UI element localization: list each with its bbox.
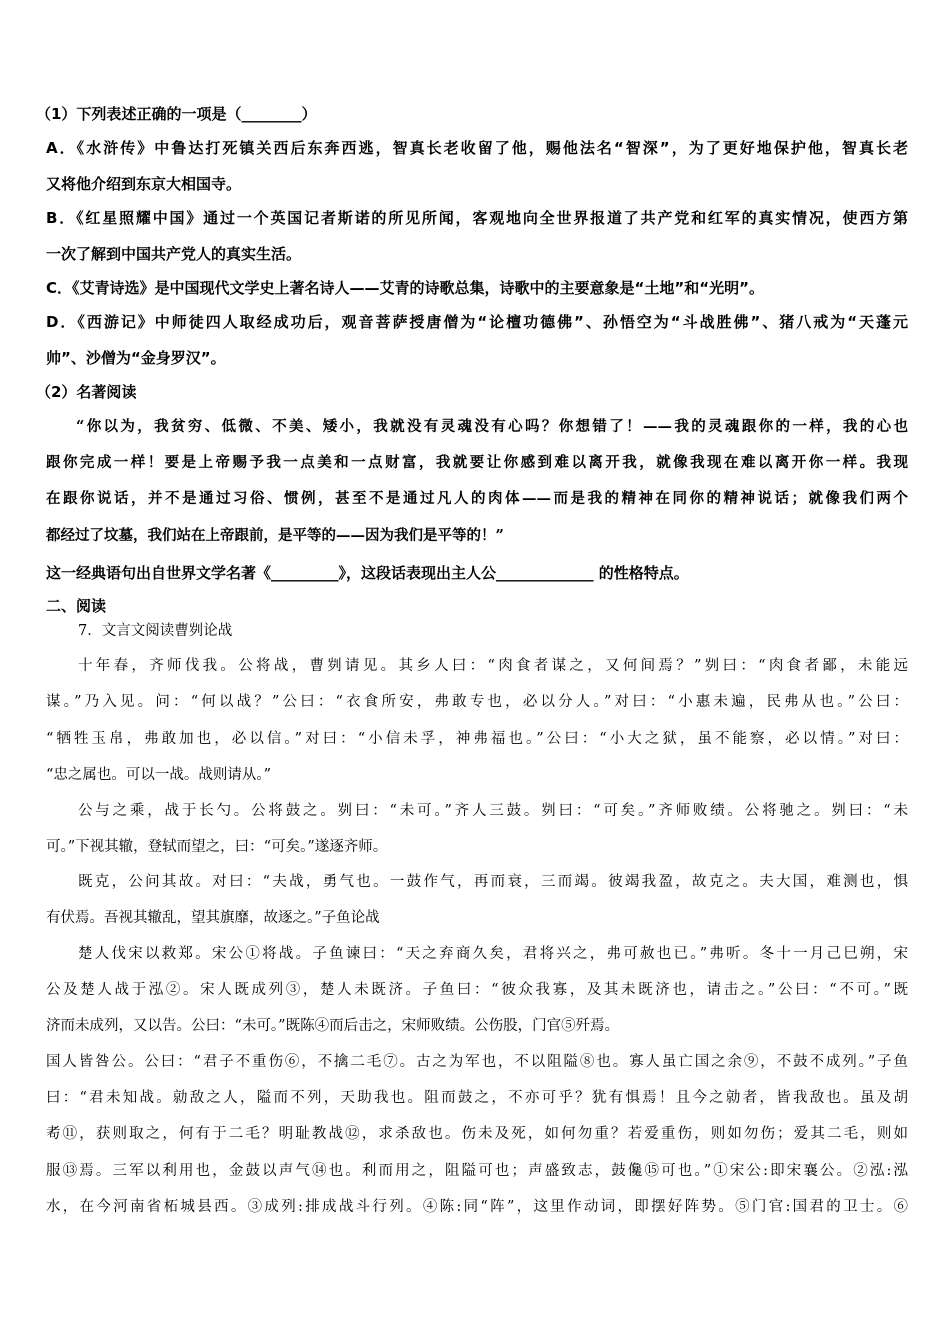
para-2-line-2: 可。”下视其辙，登轼而望之，曰：“可矣。”遂逐齐师。	[46, 839, 388, 855]
quote-line-3: 在跟你说话，并不是通过习俗、惯例，甚至不是通过凡人的肉体——而是我的精神在同你的精神说话；就像我们两个	[46, 490, 908, 507]
para-4-line-3: 济而未成列，又以告。公曰：“未可。”既陈④而后击之，宋师败绩。公伤股，门官⑤歼焉。	[46, 1018, 620, 1034]
para-1-line-2: 谋。”乃入见。问：“何以战？”公曰：“衣食所安，弗敢专也，必以分人。”对曰：“小惠未遍，民弗从也。”公曰：	[46, 694, 908, 710]
para-3-line-1: 既克，公问其故。对曰：“夫战，勇气也。一鼓作气，再而衰，三而竭。彼竭我盈，故克之。夫大国，难测也，惧	[78, 874, 908, 890]
para-3-line-2: 有伏焉。吾视其辙乱，望其旗靡，故逐之。”子鱼论战	[46, 910, 380, 926]
para-4-line-1: 楚人伐宋以救郑。宋公①将战。子鱼谏曰：“天之弃商久矣，君将兴之，弗可赦也已。”弗听。冬十一月己巳朔，宋	[78, 946, 908, 962]
question-7-title: 7．文言文阅读曹刿论战	[78, 623, 233, 639]
para-5-line-4: 服⑬焉。三军以利用也，金鼓以声气⑭也。利而用之，阻隘可也；声盛致志，鼓儳⑮可也。”①宋公:即宋襄公。②泓:泓	[46, 1163, 908, 1179]
option-a-line-1: A．《水浒传》中鲁达打死镇关西后东奔西逃，智真长老收留了他，赐他法名“智深”，为了更好地保护他，智真长老	[46, 139, 908, 157]
para-1-line-3: “牺牲玉帛，弗敢加也，必以信。”对曰：“小信未孚，神弗福也。”公曰：“小大之狱，虽不能察，必以情。”对曰：	[46, 731, 908, 747]
quote-line-2: 跟你完成一样！要是上帝赐予我一点美和一点财富，我就要让你感到难以离开我，就像我现在难以离开你一样。我现	[46, 454, 908, 471]
option-c: C．《艾青诗选》是中国现代文学史上著名诗人——艾青的诗歌总集，诗歌中的主要意象是“土地”和“光明”。	[46, 279, 764, 297]
question-1-title: （1）下列表述正确的一项是（________）	[36, 105, 317, 123]
para-2-line-1: 公与之乘，战于长勺。公将鼓之。刿曰：“未可。”齐人三鼓。刿曰：“可矣。”齐师败绩。公将驰之。刿曰：“未	[78, 803, 908, 819]
para-4-line-2: 公及楚人战于泓②。宋人既成列③，楚人未既济。子鱼曰：“彼众我寡，及其未既济也，请击之。”公曰：“不可。”既	[46, 982, 908, 998]
option-d-line-2: 帅”、沙僧为“金身罗汉”。	[46, 349, 226, 367]
para-5-line-1: 国人皆咎公。公曰：“君子不重伤⑥，不擒二毛⑦。古之为军也，不以阻隘⑧也。寡人虽亡国之余⑨，不鼓不成列。”子鱼	[46, 1054, 908, 1070]
section-2-title: 二、阅读	[46, 597, 107, 615]
question-2-title: （2）名著阅读	[36, 383, 137, 401]
option-b-line-2: 一次了解到中国共产党人的真实生活。	[46, 245, 302, 263]
para-5-line-5: 水，在今河南省柘城县西。③成列:排成战斗行列。④陈:同“阵”，这里作动词，即摆好阵势。⑤门官:国君的卫士。⑥	[46, 1199, 908, 1215]
option-a-line-2: 又将他介绍到东京大相国寺。	[46, 175, 242, 193]
para-1-line-4: “忠之属也。可以一战。战则请从。”	[46, 767, 272, 783]
option-d-line-1: D．《西游记》中师徒四人取经成功后，观音菩萨授唐僧为“论檀功德佛”、孙悟空为“斗战胜佛”、猪八戒为“天蓬元	[46, 313, 908, 331]
fill-blank-question: 这一经典语句出自世界文学名著《_________》，这段话表现出主人公_____________ 的性格特点。	[46, 564, 689, 582]
para-5-line-3: 耇⑪，获则取之，何有于二毛？明耻教战⑫，求杀敌也。伤未及死，如何勿重？若爱重伤，则如勿伤；爱其二毛，则如	[46, 1126, 908, 1142]
quote-line-1: “你以为，我贫穷、低微、不美、矮小，我就没有灵魂没有心吗？你想错了！——我的灵魂跟你的一样，我的心也	[76, 418, 908, 435]
quote-line-4: 都经过了坟墓，我们站在上帝跟前，是平等的——因为我们是平等的！”	[46, 527, 504, 544]
option-b-line-1: B．《红星照耀中国》通过一个英国记者斯诺的所见所闻，客观地向全世界报道了共产党和红军的真实情况，使西方第	[46, 209, 908, 227]
para-1-line-1: 十年春，齐师伐我。公将战，曹刿请见。其乡人曰：“肉食者谋之，又何间焉？”刿曰：“肉食者鄙，未能远	[78, 658, 908, 674]
para-5-line-2: 曰：“君未知战。勍敌之人，隘而不列，天助我也。阻而鼓之，不亦可乎？犹有惧焉！且今之勍者，皆我敌也。虽及胡	[46, 1090, 908, 1106]
